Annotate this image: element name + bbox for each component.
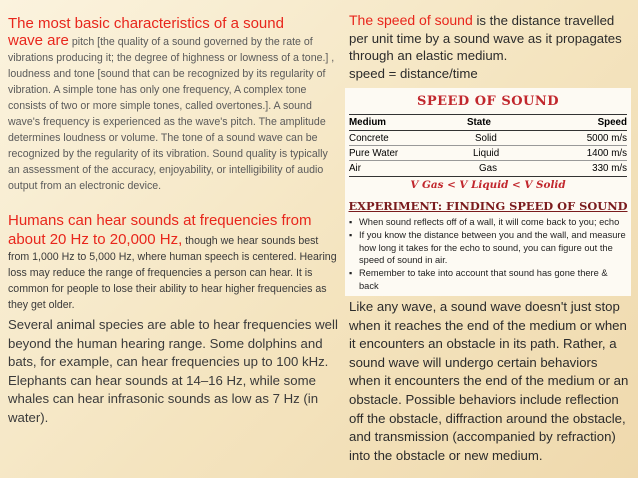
- characteristics-body: pitch [the quality of a sound governed by the rate of vibrations producing it; the degree of highness or lowness of a tone.] , loudness and tone [sound that can be recognized by its regularity of vibration. A simple tone has only one frequency, A complex tone consists of two or more simple tones, called overtones.]. A sound wave's frequency is experienced as the wave's pitch. The amplitude determines loudness or volume. The tone of a sound wave can be recognized by the regularity of its vibration. Sound quality is typically an assessment of the accuracy, enjoyability, or intelligibility of audio output from an electronic device.: [8, 36, 335, 192]
- table-row: [349, 132, 627, 145]
- experiment-list: [349, 216, 629, 293]
- velocity-comparison: V Gas < V Liquid < V Solid: [410, 179, 566, 191]
- human-hearing-heading: Humans can hear sounds at frequencies from about 20 Hz to 20,000 Hz,: [8, 212, 312, 248]
- speed-definition-heading: The speed of sound: [349, 12, 473, 28]
- table-row: [349, 162, 627, 175]
- speed-definition-paragraph: [349, 12, 631, 82]
- list-item: ▪ If you know the distance between you and the wall, and measure how long it takes for the echo to sound, you can figure out the speed of sound in air.: [349, 229, 629, 267]
- cell-state: Solid: [475, 133, 497, 144]
- row-rule: [349, 160, 627, 161]
- wave-behavior-paragraph: Like any wave, a sound wave doesn't just stop when it reaches the end of the medium or when it encounters an obstacle in its path. Rather, a sound wave will undergo certain behaviors when it encounters the end of the medium or an obstacle. Possible behaviors include reflection off the obstacle, diffraction around the obstacle, and transmission (accompanied by refraction) into the obstacle or new medium.: [349, 299, 629, 463]
- cell-medium: Air: [349, 163, 361, 174]
- header-state: State: [467, 117, 491, 128]
- table-header-row: [349, 116, 627, 129]
- cell-speed: 330 m/s: [592, 163, 627, 174]
- table-row: [349, 147, 627, 160]
- list-item: ▪ When sound reflects off of a wall, it will come back to you; echo: [349, 216, 629, 229]
- animal-hearing-paragraph: Several animal species are able to hear frequencies well beyond the human hearing range. Some dolphins and bats, for example, can hear frequencies up to 100 kHz. Elephants can hear sounds at 14–16 Hz, while some whales can hear infrasonic sounds as low as 7 Hz (in water).: [8, 317, 338, 425]
- cell-speed: 5000 m/s: [586, 133, 627, 144]
- row-rule: [349, 145, 627, 146]
- table-title: SPEED OF SOUND: [416, 94, 560, 109]
- cell-state: Liquid: [473, 148, 500, 159]
- cell-state: Gas: [479, 163, 497, 174]
- cell-speed: 1400 m/s: [586, 148, 627, 159]
- cell-medium: Pure Water: [349, 148, 399, 159]
- human-hearing-body: though we hear sounds best from 1,000 Hz to 5,000 Hz, where human speech is centered. Hearing loss may reduce the range of frequencies a person can hear. It is common for people to lose their ability to hear higher frequencies as they get older.: [8, 235, 337, 311]
- table-bottom-rule: [349, 176, 627, 177]
- speed-definition-body: is the distance travelled per unit time by a sound wave as it propagates through an elastic medium.: [349, 13, 622, 63]
- sound-characteristics-paragraph: [8, 14, 340, 194]
- table-top-rule: [349, 114, 627, 115]
- characteristics-heading-cont: wave are: [8, 32, 69, 49]
- table-header-rule: [349, 130, 627, 131]
- human-hearing-paragraph: [8, 211, 342, 313]
- speed-formula: speed = distance/time: [349, 65, 478, 81]
- list-item: ▪ Remember to take into account that sound has gone there & back: [349, 267, 629, 293]
- experiment-title: EXPERIMENT: FINDING SPEED OF SOUND: [348, 199, 628, 213]
- header-medium: Medium: [349, 117, 387, 128]
- header-speed: Speed: [597, 117, 627, 128]
- cell-medium: Concrete: [349, 133, 389, 144]
- characteristics-heading: The most basic characteristics of a sound: [8, 15, 284, 32]
- speed-of-sound-figure: [345, 88, 631, 296]
